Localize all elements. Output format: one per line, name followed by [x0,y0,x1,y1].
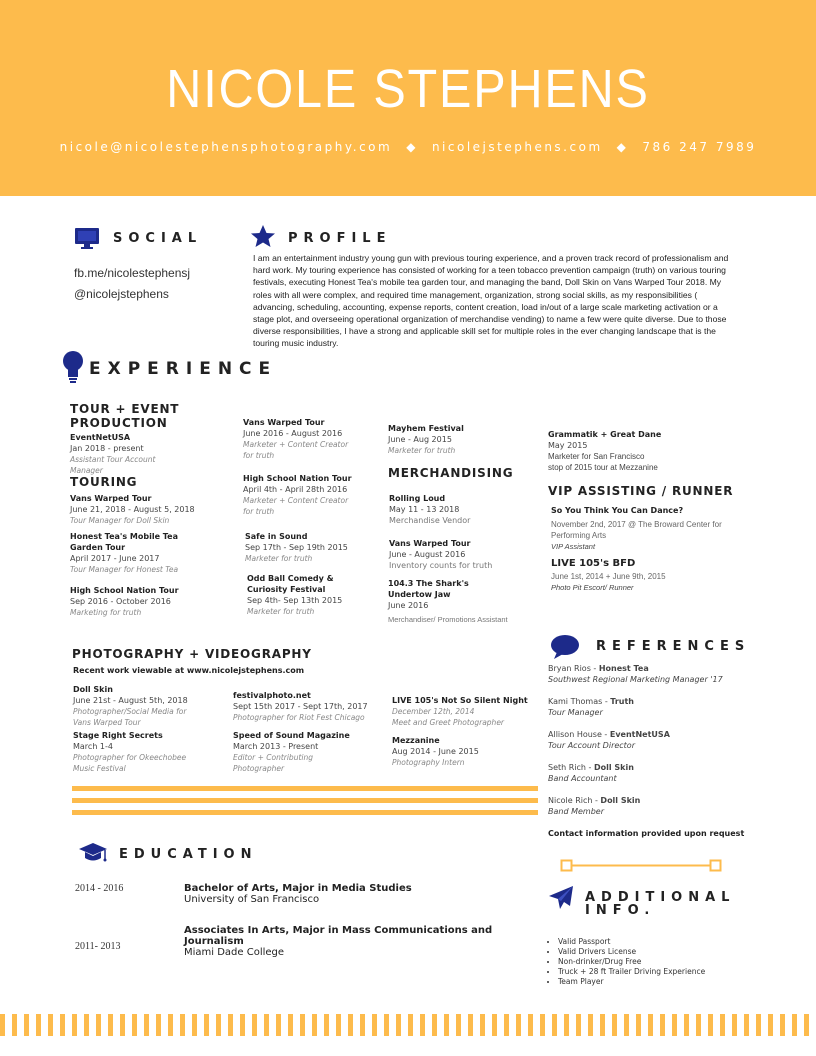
job-role: Meet and Greet Photographer [392,718,505,727]
references-note: Contact information provided upon request [548,829,745,838]
reference-org: Honest Tea [598,664,649,673]
job-title: Vans Warped Tour [70,494,152,503]
reference-role: Tour Manager [548,708,603,717]
job-dates: Sep 2016 - October 2016 [70,597,171,606]
list-item: • Valid Passport [558,937,786,947]
job-role: stop of 2015 tour at Mezzanine [548,463,658,472]
list-item [70,531,240,575]
list-item [389,493,539,526]
edu-school: University of San Francisco [184,894,320,905]
merchandising-heading: MERCHANDISING [388,466,514,480]
reference-org: Doll Skin [593,763,634,772]
tour-event-section [70,402,245,476]
reference-org: Doll Skin [600,796,641,805]
reference-name: Seth Rich - [548,763,594,772]
graduation-cap-icon [78,841,108,865]
list-item [245,531,385,564]
job-role: Assistant Tour Account [70,455,156,464]
job-dates: Jan 2018 - present [70,444,144,453]
list-item [243,473,383,517]
reference-role: Band Member [548,807,604,816]
list-item [548,663,788,685]
job-title: EventNetUSA [70,433,131,442]
contact-line [0,140,816,154]
lightbulb-icon [62,350,84,386]
job-dates: March 1-4 [73,742,113,751]
job-role: for truth [243,451,275,460]
job-role: Vans Warped Tour [73,718,141,727]
job-role: Editor + Contributing [233,753,313,762]
list-item [392,695,542,728]
job-dates: December 12th, 2014 [392,707,475,716]
social-handle[interactable]: @nicolejstephens [74,287,169,301]
job-role: Photo Pit Escort/ Runner [551,583,634,592]
job-dates: June 1st, 2014 + June 9th, 2015 [551,572,666,581]
additional-title-2: INFO. [585,903,656,918]
job-title: Doll Skin [73,685,113,694]
job-title: Rolling Loud [389,494,446,503]
list-item [551,505,751,552]
reference-name: Kami Thomas - [548,697,611,706]
list-item [548,795,788,817]
photography-subtitle[interactable]: Recent work viewable at www.nicolejstephens.com [73,666,305,675]
job-dates: March 2013 - Present [233,742,319,751]
job-title: Vans Warped Tour [243,418,325,427]
job-dates: May 2015 [548,441,588,450]
reference-name: Nicole Rich - [548,796,601,805]
job-dates: May 11 - 13 2018 [389,505,460,514]
job-title: Stage Right Secrets [73,731,163,740]
list-item [184,925,524,958]
job-role: Tour Manager for Honest Tea [70,565,179,574]
website[interactable]: nicolejstephens.com [431,140,603,154]
list-item: • Valid Drivers License [558,947,786,957]
job-title: Mezzanine [392,736,440,745]
job-title: LIVE 105's BFD [551,558,636,569]
job-role: Marketer for truth [247,607,315,616]
job-role: Photographer for Riot Fest Chicago [233,713,365,722]
job-title: Safe in Sound [245,532,308,541]
reference-role: Southwest Regional Marketing Manager '17 [548,675,723,684]
list-item [73,730,233,774]
list-item [548,729,788,751]
job-dates: June 21st - August 5th, 2018 [73,696,188,705]
job-dates: June 2016 - August 2016 [243,429,343,438]
list-item [70,493,240,526]
job-dates: June 2016 [388,601,429,610]
job-role: Marketer + Content Creator [243,440,349,449]
job-title: Mayhem Festival [388,424,464,433]
edu-years: 2011- 2013 [75,941,121,952]
list-item [243,417,383,461]
vip-heading: VIP ASSISTING / RUNNER [548,484,734,498]
phone: 786 247 7989 [642,140,757,154]
job-title: festivalphoto.net [233,691,311,700]
job-role: Manager [70,466,103,475]
job-role: Marketer for truth [388,446,456,455]
references-title: REFERENCES [596,639,751,654]
job-dates: April 4th - April 28th 2016 [243,485,348,494]
job-title: 104.3 The Shark's [388,579,469,588]
paper-plane-icon [548,885,574,911]
list-item [389,538,539,571]
edu-degree: Journalism [184,936,244,947]
job-title: Honest Tea's Mobile Tea [70,532,178,541]
job-title: Undertow Jaw [388,590,451,599]
list-item [548,429,748,473]
edu-years: 2014 - 2016 [75,883,124,894]
job-role: Photographer/Social Media for [73,707,187,716]
job-title: High School Nation Tour [70,586,179,595]
email[interactable]: nicole@nicolestephensphotography.com [59,140,393,154]
job-role: Marketer for San Francisco [548,452,645,461]
job-dates: Aug 2014 - June 2015 [392,747,479,756]
job-role: Marketer + Content Creator [243,496,349,505]
job-role: Tour Manager for Doll Skin [70,516,170,525]
profile-title: PROFILE [288,231,392,246]
job-title: So You Think You Can Dance? [551,506,684,515]
list-item: • Non-drinker/Drug Free [558,957,786,967]
list-item [392,735,542,768]
divider-bar [72,798,538,803]
job-title: Odd Ball Comedy & [247,574,334,583]
job-role: for truth [243,507,275,516]
edu-school: Miami Dade College [184,947,285,958]
list-item [388,578,538,625]
job-role: Marketer for truth [245,554,313,563]
job-title: Grammatik + Great Dane [548,430,662,439]
job-dates: Sept 15th 2017 - Sept 17th, 2017 [233,702,368,711]
experience-title: EXPERIENCE [89,359,278,379]
reference-role: Tour Account Director [548,741,635,750]
photography-heading: PHOTOGRAPHY + VIDEOGRAPHY [72,647,312,661]
profile-text: I am an entertainment industry young gun with previous touring experience, and a proven track record of professionalism and hard work. My touring experience has consisted of working for a teen tobacco prevention campaign (truth) on various touring festivals, executing Honest Tea's mobile tea garden tour, and managing the band, Doll Skin on Vans Warped Tour 2018. My roles with all were complex, and required time management, organization, strong social skills, as my responsibilities ( advancing, scheduling, accounting, expense reports, content creation, load in/out of a large scale marketing activation or a stage plot, and overseeing operational organization of merchandise vending) to name a few were quite diverse. Due to those diverse responsibilities, I have a strong and applicable skill set for multiple roles in the ever changing landscape that is the touring music industry. [253,253,729,349]
list-item [247,573,387,617]
job-role: VIP Assistant [551,542,596,551]
list-item [388,423,538,456]
job-role: Photography Intern [392,758,465,767]
job-role: Inventory counts for truth [389,561,493,570]
job-dates: April 2017 - June 2017 [70,554,160,563]
additional-title: ADDITIONAL [585,890,736,905]
tour-event-heading: TOUR + EVENT PRODUCTION [70,402,180,430]
list-item [70,585,240,618]
divider-bar [72,786,538,791]
touring-heading: TOURING [70,475,138,489]
list-item [73,684,233,728]
name-title: NICOLE STEPHENS [166,59,650,119]
monitor-icon [74,227,100,249]
job-dates: Sep 4th- Sep 13th 2015 [247,596,343,605]
job-role: Marketing for truth [70,608,142,617]
list-item [548,762,788,784]
reference-role: Band Accountant [548,774,617,783]
job-dates: November 2nd, 2017 @ The Broward Center for [551,520,722,529]
reference-org: EventNetUSA [609,730,670,739]
job-dates: Performing Arts [551,531,607,540]
list-item [233,690,393,723]
speech-bubble-icon [550,634,580,660]
separator: ◆ [406,140,418,154]
job-dates: Sep 17th - Sep 19th 2015 [245,543,348,552]
job-title: LIVE 105's Not So Silent Night [392,696,528,705]
job-role: Photographer [233,764,285,773]
social-title: SOCIAL [113,231,203,246]
list-item: • Truck + 28 ft Trailer Driving Experience [558,967,786,977]
job-title: Garden Tour [70,543,126,552]
facebook-link[interactable]: fb.me/nicolestephensj [74,266,191,280]
edu-degree: Bachelor of Arts, Major in Media Studies [184,883,412,894]
additional-list [546,937,786,987]
job-dates: June - Aug 2015 [388,435,452,444]
list-item [233,730,393,774]
education-title: EDUCATION [119,847,258,862]
list-item: • Team Player [558,977,786,987]
footer-stripe [0,1014,816,1036]
job-role: Merchandise Vendor [389,516,471,525]
list-item [551,558,751,593]
job-role: Merchandiser/ Promotions Assistant [388,615,508,624]
job-dates: June - August 2016 [389,550,466,559]
decorative-connector [560,859,722,873]
reference-name: Allison House - [548,730,610,739]
job-title: Vans Warped Tour [389,539,471,548]
separator: ◆ [616,140,629,154]
divider-bar [72,810,538,815]
job-title: Speed of Sound Magazine [233,731,350,740]
job-dates: June 21, 2018 - August 5, 2018 [70,505,195,514]
job-role: Photographer for Okeechobee [73,753,187,762]
reference-name: Bryan Rios - [548,664,599,673]
job-role: Music Festival [73,764,126,773]
edu-degree: Associates In Arts, Major in Mass Communications and [184,925,493,936]
list-item [548,696,788,718]
job-title: High School Nation Tour [243,474,352,483]
list-item [184,883,504,905]
star-icon [250,224,276,248]
reference-org: Truth [610,697,635,706]
job-title: Curiosity Festival [247,585,326,594]
